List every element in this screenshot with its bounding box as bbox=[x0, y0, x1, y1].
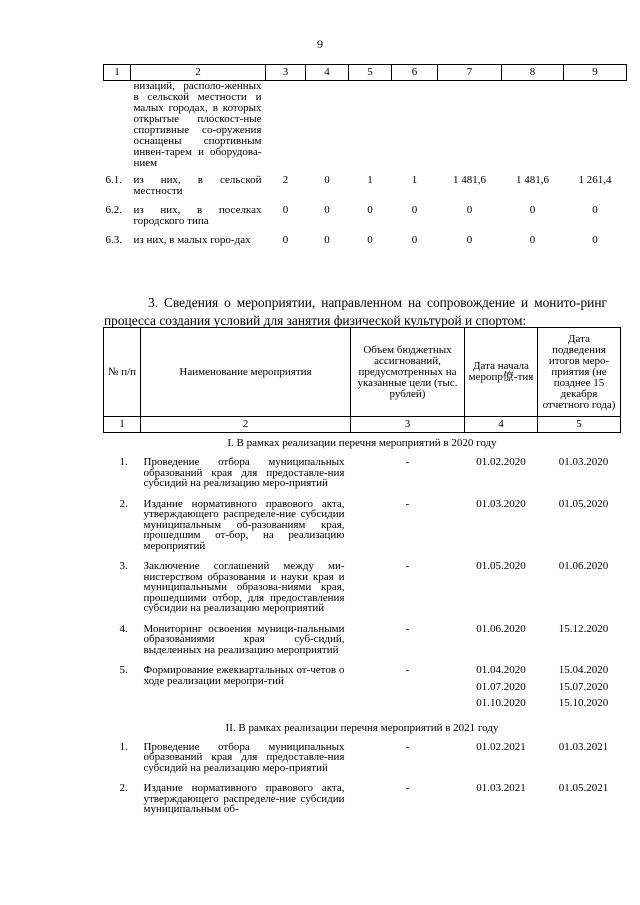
page-number: 9 bbox=[317, 37, 323, 51]
row-value: 0 bbox=[282, 234, 289, 246]
phase-heading-2020: I. В рамках реализации перечня мероприятий в 2020 году bbox=[227, 437, 497, 449]
row-value: 0 bbox=[367, 234, 373, 246]
row-volume: - bbox=[405, 622, 410, 635]
row-end-date: 01.03.2021 bbox=[558, 740, 609, 753]
table-row bbox=[104, 498, 621, 561]
row-value: 0 bbox=[592, 204, 598, 216]
row-value: 0 bbox=[282, 204, 289, 216]
start-date: 01.10.2020 bbox=[476, 697, 526, 709]
row-value: 0 bbox=[529, 204, 536, 216]
column-number: 4 bbox=[306, 65, 349, 81]
row-name: Мониторинг освоения муници-пальными образованиями края суб-сидий, выделенных на реализацию мероприятий bbox=[143, 622, 345, 656]
column-number: 2 bbox=[141, 417, 351, 433]
table-row bbox=[104, 229, 627, 248]
column-number: 1 bbox=[104, 417, 141, 433]
table2-header-row bbox=[104, 328, 621, 417]
header-name: Наименование мероприятия bbox=[141, 328, 351, 417]
row-start-date: 01.05.2020 bbox=[476, 560, 526, 572]
table-row bbox=[104, 456, 621, 498]
end-date: 15.10.2020 bbox=[558, 697, 609, 709]
table-row bbox=[104, 664, 621, 718]
header-num: № п/п bbox=[104, 328, 141, 417]
table2-column-numbers bbox=[104, 417, 621, 433]
end-date: 15.04.2020 bbox=[558, 664, 609, 676]
column-number: 6 bbox=[392, 65, 438, 81]
row-start-date: 01.06.2020 bbox=[476, 622, 526, 635]
row-value: 2 bbox=[282, 174, 289, 186]
continued-indicator-text: низаций, располо-женных в сельской местности и малых городах, в которых открытые плоскост-ные спортивные со-оружения оснащены спортивным инвен-тарем и оборудова-нием bbox=[133, 80, 262, 169]
row-value: 0 bbox=[324, 204, 330, 216]
row-volume: - bbox=[405, 456, 410, 468]
row-name: Проведение отбора муниципальных образований края для предоставле-ния субсидий на реализацию меро-приятий bbox=[143, 740, 345, 774]
row-volume: - bbox=[405, 782, 410, 794]
column-number: 5 bbox=[349, 65, 392, 81]
table-row bbox=[104, 623, 621, 665]
row-value: 0 bbox=[324, 174, 330, 186]
table1-continued-row bbox=[104, 81, 627, 170]
row-number: 1. bbox=[119, 456, 128, 468]
section-3-heading: 3. Сведения о мероприятии, направленном на сопровождение и монито-ринг процесса создания условий для занятия физической культурой и спортом: bbox=[104, 295, 607, 328]
table-row bbox=[104, 782, 621, 824]
row-number: 5. bbox=[119, 664, 128, 676]
row-number: 2. bbox=[119, 497, 128, 510]
column-number: 3 bbox=[351, 417, 465, 433]
row-number: 6.1. bbox=[105, 174, 122, 186]
phase-heading-2021: II. В рамках реализации перечня мероприятий в 2021 году bbox=[225, 721, 499, 734]
table-row bbox=[104, 560, 621, 623]
events-table bbox=[103, 327, 621, 824]
row-end-date: 01.03.2020 bbox=[558, 456, 609, 468]
row-name: Формирование ежеквартальных от-четов о ходе реализации меропри-тий bbox=[143, 664, 345, 687]
row-name: из них, в поселках городского типа bbox=[133, 204, 262, 227]
row-value: 0 bbox=[411, 204, 418, 216]
table-row bbox=[104, 741, 621, 783]
row-value: 0 bbox=[466, 204, 473, 216]
row-value: 0 bbox=[411, 234, 418, 246]
row-end-date: 01.06.2020 bbox=[558, 560, 609, 572]
column-number: 7 bbox=[438, 65, 502, 81]
row-volume: - bbox=[405, 560, 410, 572]
row-end-dates bbox=[538, 664, 621, 718]
column-number: 3 bbox=[266, 65, 306, 81]
row-start-dates bbox=[465, 664, 538, 718]
row-number: 2. bbox=[119, 782, 128, 794]
row-volume: - bbox=[405, 664, 410, 676]
row-start-date: 01.02.2021 bbox=[476, 740, 526, 753]
end-date: 15.07.2020 bbox=[558, 680, 609, 693]
row-value: 1 bbox=[411, 174, 418, 186]
row-value: 1 481,6 bbox=[516, 174, 549, 186]
start-date: 01.04.2020 bbox=[476, 664, 526, 676]
row-number: 3. bbox=[119, 560, 128, 572]
header-end-date: Дата подведения итогов меро-приятия (не позднее 15 декабря отчетного года) bbox=[538, 328, 621, 417]
row-volume: - bbox=[405, 740, 410, 753]
table-row bbox=[104, 169, 627, 199]
row-name: Заключение соглашений между ми-нистерством образования и науки края и муниципальными образова-ниями края, прошедшими отбор, для предоставления субсидии на реализацию мероприятий bbox=[143, 560, 345, 614]
column-number: 5 bbox=[538, 417, 621, 433]
row-name: из них, в сельской местности bbox=[133, 174, 262, 197]
row-end-date: 15.12.2020 bbox=[558, 622, 609, 635]
row-value: 0 bbox=[592, 234, 598, 246]
row-value: 1 bbox=[367, 174, 373, 186]
row-number: 6.2. bbox=[105, 204, 122, 216]
row-value: 0 bbox=[466, 234, 473, 246]
column-number: 9 bbox=[564, 65, 627, 81]
row-name: Издание нормативного правового акта, утверждающего распределе-ние субсидии муниципальным об-разованиям края, прошедшим от-бор, на реализацию мероприятий bbox=[143, 497, 345, 552]
start-date: 01.07.2020 bbox=[476, 680, 526, 693]
row-volume: - bbox=[405, 497, 410, 510]
header-volume: Объем бюджетных ассигнований, предусмотренных на указанные цели (тыс. рублей) bbox=[351, 328, 465, 417]
table1-column-numbers bbox=[104, 65, 627, 81]
column-number: 1 bbox=[104, 65, 131, 81]
column-number: 2 bbox=[131, 65, 266, 81]
row-start-date: 01.03.2021 bbox=[476, 782, 526, 794]
row-value: 1 481,6 bbox=[453, 174, 486, 186]
row-end-date: 01.05.2020 bbox=[558, 497, 609, 510]
row-start-date: 01.02.2020 bbox=[476, 456, 526, 468]
table-row bbox=[104, 199, 627, 229]
row-number: 4. bbox=[119, 622, 128, 635]
row-value: 0 bbox=[324, 234, 330, 246]
row-start-date: 01.03.2020 bbox=[476, 497, 526, 510]
row-value: 0 bbox=[367, 204, 373, 216]
row-number: 6.3. bbox=[105, 234, 122, 246]
row-number: 1. bbox=[119, 740, 128, 753]
column-number: 4 bbox=[465, 417, 538, 433]
row-name: Издание нормативного правового акта, утверждающего распределе-ние субсидии муниципальным об- bbox=[143, 782, 345, 815]
row-value: 0 bbox=[529, 234, 536, 246]
header-start-date: Дата начала меропр僚-тия bbox=[465, 328, 538, 417]
row-name: Проведение отбора муниципальных образований края для предоставле-ния субсидий на реализацию меро-приятий bbox=[143, 456, 345, 489]
row-name: из них, в малых горо-дах bbox=[133, 234, 251, 246]
indicators-table bbox=[103, 64, 627, 248]
row-end-date: 01.05.2021 bbox=[558, 782, 609, 794]
column-number: 8 bbox=[502, 65, 564, 81]
row-value: 1 261,4 bbox=[578, 174, 612, 186]
